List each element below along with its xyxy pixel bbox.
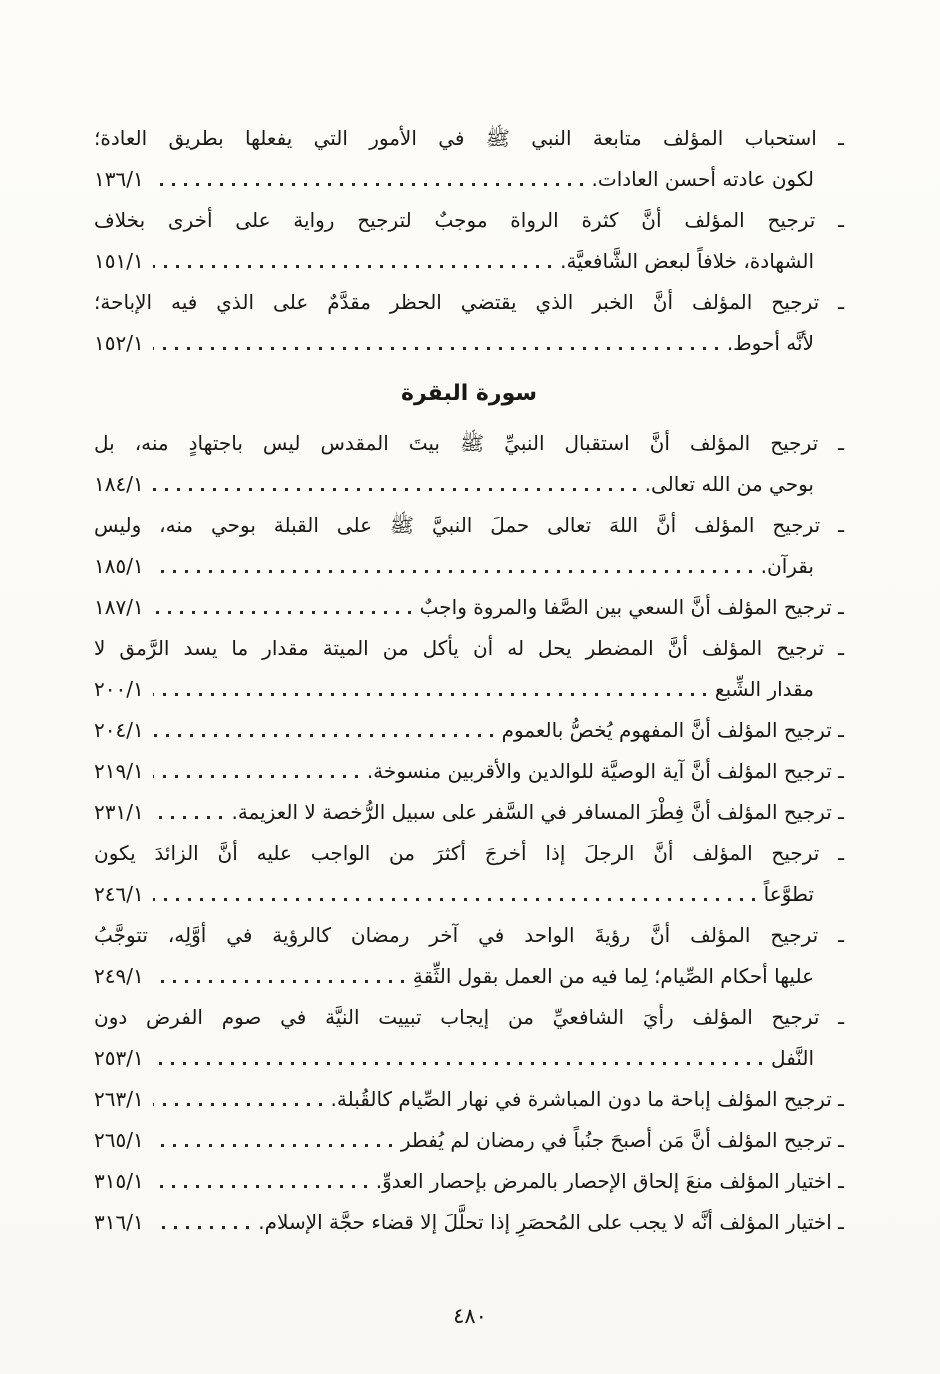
entry-last-line [94, 1120, 844, 1161]
entry-last-line [94, 956, 844, 997]
toc-entry [94, 997, 844, 1079]
page-ref: ٢١٩/١ [94, 759, 144, 783]
dot-leader [153, 183, 583, 186]
entry-last-line [94, 1038, 844, 1079]
dot-leader [153, 734, 493, 737]
dot-leader [153, 1226, 250, 1229]
page-ref: ٢٦٥/١ [94, 1128, 144, 1152]
footer-page-number [0, 1304, 940, 1328]
entry-text: ـ اختيار المؤلف منعَ إلحاق الإحصار بالمرض بإحصار العدوِّ. [375, 1169, 844, 1193]
entry-text: ـ ترجيح المؤلف أنَّ آية الوصيَّة للوالدين والأقربين منسوخة. [366, 759, 844, 783]
dot-leader [153, 693, 706, 696]
page-ref: ١٨٤/١ [94, 472, 144, 496]
page-ref: ٢٣١/١ [94, 800, 144, 824]
page-ref: ١٥١/١ [94, 249, 144, 273]
entry-text: ـ ترجيح المؤلف أنَّ مَن أصبحَ جنُباً في رمضان لم يُفطر [400, 1128, 844, 1152]
toc-entry [94, 118, 844, 200]
entry-last-line [94, 751, 844, 792]
toc-entry [94, 751, 844, 792]
page-ref: ٢٤٦/١ [94, 882, 144, 906]
entry-text: بقرآن. [760, 554, 814, 578]
toc [94, 118, 844, 1243]
entry-line: ـ ترجيح المؤلف أنَّ اللهَ تعالى حملَ النبيَّ ﷺ على القبلة بوحي منه، وليس [94, 513, 844, 537]
entry-text: لأنَّه أحوط. [726, 331, 814, 355]
dot-leader [153, 1103, 322, 1106]
entry-line: ـ ترجيح المؤلف رأيَ الشافعيِّ من إيجاب تبييت النيَّة في صوم الفرض دون [94, 1005, 844, 1029]
entry-line: ـ ترجيح المؤلف أنَّ الرجلَ إذا أخرجَ أكثرَ من الواجب عليه أنَّ الزائدَ يكون [94, 841, 844, 865]
dot-leader [153, 775, 358, 778]
entry-last-line [94, 159, 844, 200]
entry-last-line [94, 874, 844, 915]
entry-last-line [94, 710, 844, 751]
entry-last-line [94, 792, 844, 833]
page-ref: ١٣٦/١ [94, 167, 144, 191]
entry-last-line [94, 587, 844, 628]
entry-text: لكون عادته أحسن العادات. [591, 167, 814, 191]
toc-entry [94, 710, 844, 751]
toc-entry [94, 1161, 844, 1202]
page-ref: ١٨٥/١ [94, 554, 144, 578]
toc-entry [94, 1120, 844, 1161]
entry-text: بوحي من الله تعالى. [644, 472, 814, 496]
dot-leader [153, 265, 551, 268]
entry-last-line [94, 546, 844, 587]
entry-line: ـ ترجيح المؤلف أنَّ الخبر الذي يقتضي الحظر مقدَّمٌ على الذي فيه الإباحة؛ [94, 290, 844, 314]
page-ref: ٢٥٣/١ [94, 1046, 144, 1070]
toc-entry [94, 792, 844, 833]
page-ref: ٣١٥/١ [94, 1169, 144, 1193]
dot-leader [153, 816, 223, 819]
entry-text: عليها أحكام الصِّيام؛ لِما فيه من العمل بقول الثِّقةِ [412, 964, 814, 988]
dot-leader [153, 898, 755, 901]
entry-text: ـ ترجيح المؤلف إباحة ما دون المباشرة في نهار الصِّيام كالقُبلة. [330, 1087, 844, 1111]
toc-entry [94, 505, 844, 587]
toc-entry [94, 423, 844, 505]
page-ref: ٢٠٠/١ [94, 677, 144, 701]
toc-entry [94, 282, 844, 364]
entry-text: مقدار الشِّبع [714, 677, 814, 701]
page-ref: ٣١٦/١ [94, 1210, 144, 1234]
page-ref: ١٨٧/١ [94, 595, 144, 619]
section-heading: سورة البقرة [400, 381, 538, 406]
entry-last-line [94, 669, 844, 710]
entry-text: ـ ترجيح المؤلف أنَّ المفهوم يُخصُّ بالعموم [501, 718, 844, 742]
entry-text: ـ ترجيح المؤلف أنَّ السعي بين الصَّفا والمروة واجبٌ [419, 595, 844, 619]
entry-last-line [94, 1161, 844, 1202]
toc-entry [94, 628, 844, 710]
entry-last-line [94, 1202, 844, 1243]
footer-page-number-text: ٤٨٠ [453, 1304, 487, 1328]
toc-entry [94, 1202, 844, 1243]
entry-text: تطوَّعاً [763, 882, 814, 906]
page-ref: ١٥٢/١ [94, 331, 144, 355]
entry-text: ـ اختيار المؤلف أنَّه لا يجب على المُحصَرِ إذا تحلَّلَ إلا قضاء حجَّة الإسلام. [258, 1210, 844, 1234]
entry-text: النَّفل [771, 1046, 814, 1070]
page-ref: ٢٠٤/١ [94, 718, 144, 742]
dot-leader [153, 347, 718, 350]
dot-leader [153, 1062, 762, 1065]
toc-entry [94, 833, 844, 915]
dot-leader [153, 1144, 392, 1147]
entry-text: الشهادة، خلافاً لبعض الشَّافعيَّة. [560, 249, 814, 273]
entry-text: ـ ترجيح المؤلف أنَّ فِطْرَ المسافر في السَّفر على سبيل الرُّخصة لا العزيمة. [231, 800, 844, 824]
toc-entry [94, 915, 844, 997]
entry-line: ـ ترجيح المؤلف أنَّ المضطر يحل له أن يأكل من الميتة مقدار ما يسد الرَّمق لا [94, 636, 844, 660]
dot-leader [153, 488, 636, 491]
dot-leader [153, 980, 404, 983]
toc-entry [94, 587, 844, 628]
page-ref: ٢٤٩/١ [94, 964, 144, 988]
entry-last-line [94, 241, 844, 282]
entry-line: ـ ترجيح المؤلف أنَّ رؤيةَ الواحد في آخر رمضان كالرؤية في أوَّلِه، تتوجَّبُ [94, 923, 844, 947]
entry-last-line [94, 464, 844, 505]
dot-leader [153, 570, 752, 573]
toc-entry [94, 200, 844, 282]
entry-line: ـ استحباب المؤلف متابعة النبي ﷺ في الأمور التي يفعلها بطريق العادة؛ [94, 126, 844, 150]
dot-leader [153, 611, 411, 614]
entry-line: ـ ترجيح المؤلف أنَّ استقبال النبيِّ ﷺ بيتَ المقدس ليس باجتهادٍ منه، بل [94, 431, 844, 455]
entry-line: ـ ترجيح المؤلف أنَّ كثرة الرواة موجبٌ لترجيح رواية على أخرى بخلاف [94, 208, 844, 232]
entry-last-line [94, 1079, 844, 1120]
toc-entry [94, 1079, 844, 1120]
dot-leader [153, 1185, 367, 1188]
entry-last-line [94, 323, 844, 364]
page-ref: ٢٦٣/١ [94, 1087, 144, 1111]
